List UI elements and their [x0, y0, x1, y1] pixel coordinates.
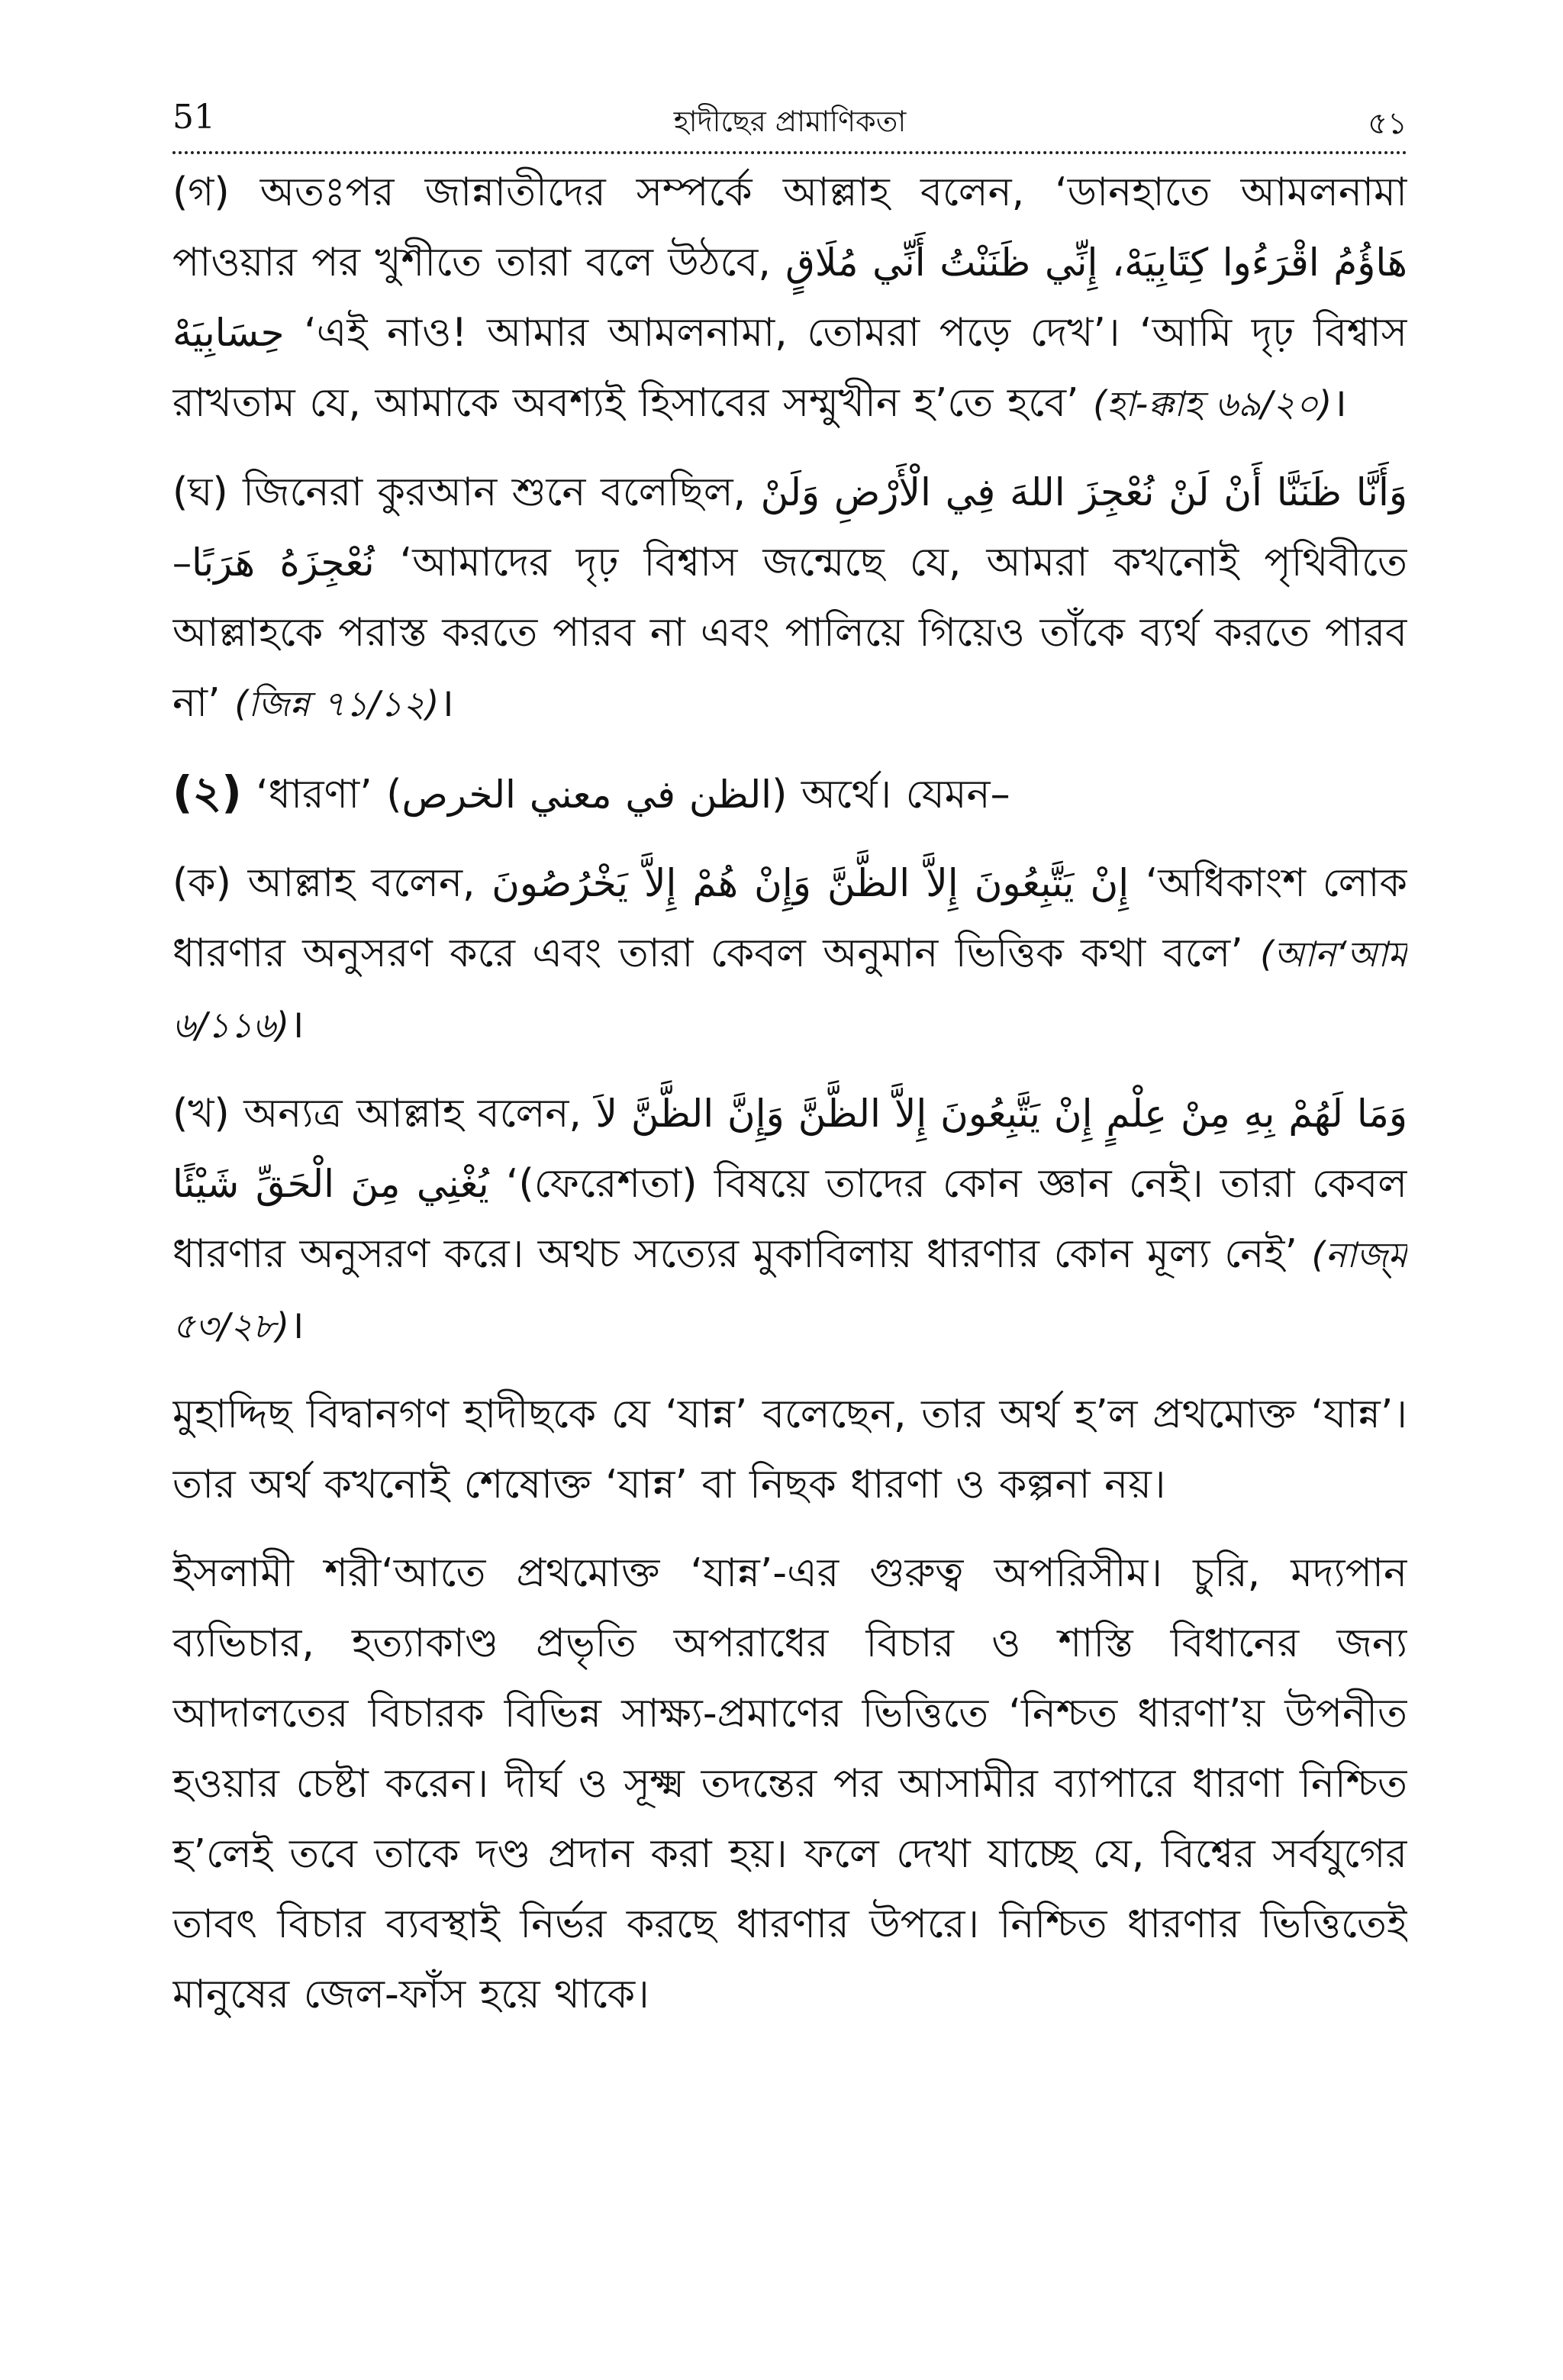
running-title: হাদীছের প্রামাণিকতা [673, 105, 907, 138]
citation-ga: (হা-ক্কাহ ৬৯/২০) [1093, 383, 1333, 424]
citation-kha: (নাজ্ম ৫৩/২৮) [172, 1234, 1407, 1346]
paragraph-ga [172, 157, 1407, 439]
paragraph-ka-text: (ক) আল্লাহ বলেন, [172, 860, 475, 906]
section-two-heading [172, 757, 1407, 830]
section-two-text-b: ) অর্থে। যেমন– [772, 772, 1010, 818]
page-number-right: ৫১ [1368, 106, 1407, 141]
paragraph-kha-end: । [288, 1302, 305, 1348]
paragraph-gha-end: । [439, 680, 455, 726]
paragraph-ga-text: (গ) অতঃপর জান্নাতীদের সম্পর্কে আল্লাহ বলেন, ‘ডানহাতে আমলনামা পাওয়ার পর খুশীতে তারা বলে উঠবে, [172, 169, 1407, 285]
page-number-left: 51 [172, 98, 215, 137]
arabic-phrase-section-two: الظن في معني الخرص [401, 772, 772, 817]
page-header [172, 92, 1407, 154]
paragraph-ka-end: । [288, 1001, 305, 1047]
paragraph-ka-translation: ‘অধিকাংশ লোক ধারণার অনুসরণ করে এবং তারা কেবল অনুমান ভিত্তিক কথা বলে’ [172, 860, 1407, 976]
arabic-quote-gha: وَأَنَّا ظَنَنَّا أَنْ لَنْ نُعْجِزَ اللهَ فِي الْأَرْضِ وَلَنْ نُعْجِزَهُ هَرَبًا– [172, 470, 1407, 585]
page-body [172, 157, 1407, 2317]
paragraph-kha [172, 1079, 1407, 1361]
paragraph-gha-text: (ঘ) জিনেরা কুরআন শুনে বলেছিল, [172, 469, 746, 515]
arabic-quote-ka: إِنْ يَتَّبِعُونَ إِلاَّ الظَّنَّ وَإِنْ هُمْ إِلاَّ يَخْرُصُونَ [491, 861, 1130, 905]
paragraph-gha-translation: ‘আমাদের দৃঢ় বিশ্বাস জন্মেছে যে, আমরা কখনোই পৃথিবীতে আল্লাহকে পরাস্ত করতে পারব না এবং পালিয়ে গিয়েও তাঁকে ব্যর্থ করতে পারব না’ [172, 540, 1407, 726]
paragraph-gha [172, 457, 1407, 739]
citation-ka: (আন‘আম ৬/১১৬) [172, 934, 1407, 1046]
paragraph-kha-text: (খ) অন্যত্র আল্লাহ বলেন, [172, 1091, 582, 1137]
paragraph-kha-translation: ‘(ফেরেশতা) বিষয়ে তাদের কোন জ্ঞান নেই। তারা কেবল ধারণার অনুসরণ করে। অথচ সত্যের মুকাবিলায় ধারণার কোন মূল্য নেই’ [172, 1161, 1407, 1277]
paragraph-shariah: ইসলামী শরী‘আতে প্রথমোক্ত ‘যান্ন’-এর গুরুত্ব অপরিসীম। চুরি, মদ্যপান ব্যভিচার, হত্যাকাণ্ড প্রভৃতি অপরাধের বিচার ও শাস্তি বিধানের জন্য আদালতের বিচারক বিভিন্ন সাক্ষ্য-প্রমাণের ভিত্তিতে ‘নিশ্চত ধারণা’য় উপনীত হওয়ার চেষ্টা করেন। দীর্ঘ ও সূক্ষ্ম তদন্তের পর আসামীর ব্যাপারে ধারণা নিশ্চিত হ’লেই তবে তাকে দণ্ড প্রদান করা হয়। ফলে দেখা যাচ্ছে যে, বিশ্বের সর্বযুগের তাবৎ বিচার ব্যবস্থাই নির্ভর করছে ধারণার উপরে। নিশ্চিত ধারণার ভিত্তিতেই মানুষের জেল-ফাঁস হয়ে থাকে। [172, 1550, 1407, 2017]
section-number: (২) [172, 766, 242, 818]
paragraph-muhaddith: মুহাদ্দিছ বিদ্বানগণ হাদীছকে যে ‘যান্ন’ বলেছেন, তার অর্থ হ’ল প্রথমোক্ত ‘যান্ন’। তার অর্থ কখনোই শেষোক্ত ‘যান্ন’ বা নিছক ধারণা ও কল্পনা নয়। [172, 1392, 1407, 1508]
section-two-text-a: ‘ধারণা’ ( [256, 772, 402, 818]
citation-gha: (জিন্ন ৭১/১২) [234, 683, 440, 724]
arabic-quote-kha: وَمَا لَهُمْ بِهِ مِنْ عِلْمٍ إِنْ يَتَّبِعُونَ إِلاَّ الظَّنَّ وَإِنَّ الظَّنَّ لاَ يُغْنِي مِنَ الْحَقِّ شَيْئًا [172, 1092, 1407, 1206]
paragraph-ga-translation: ‘এই নাও! আমার আমলনামা, তোমরা পড়ে দেখ’। ‘আমি দৃঢ় বিশ্বাস রাখতাম যে, আমাকে অবশ্যই হিসাবের সম্মুখীন হ’তে হবে’ [172, 310, 1407, 426]
paragraph-ka [172, 848, 1407, 1060]
paragraph-ga-end: । [1332, 380, 1347, 426]
arabic-quote-ga: هَاؤُمُ اقْرَءُوا كِتَابِيَهْ، إِنِّي ظَنَنْتُ أَنِّي مُلَاقٍ حِسَابِيَهْ [172, 240, 1407, 355]
